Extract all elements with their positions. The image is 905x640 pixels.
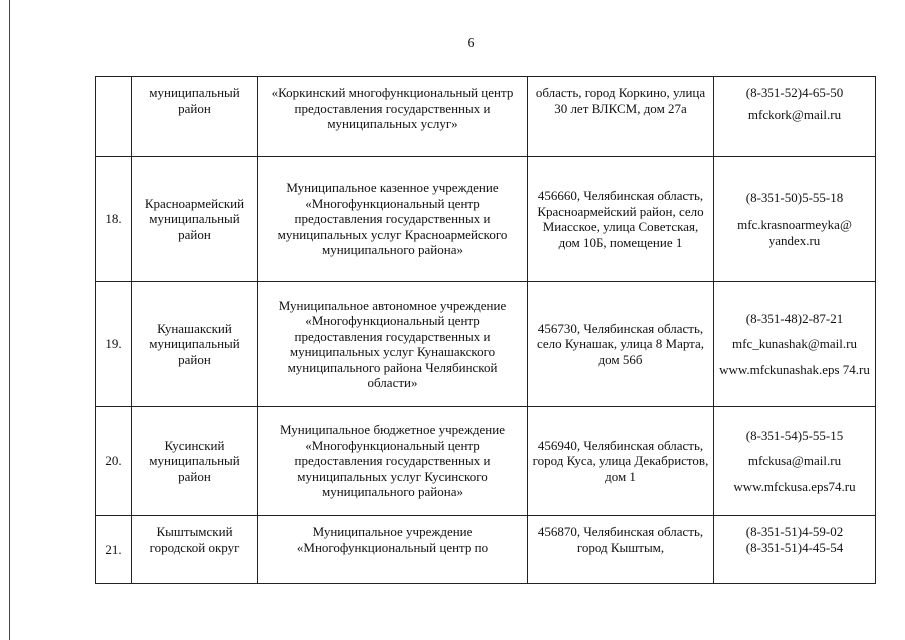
municipality-cell: Красноармейский муниципальный район	[132, 157, 258, 282]
row-number: 18.	[96, 157, 132, 282]
contacts-cell	[714, 516, 876, 584]
email-address: mfc_kunashak@mail.ru	[732, 336, 857, 352]
organization-cell: Муниципальное бюджетное учреждение «Многофункциональный центр предоставления государственных и муниципальных услуг Кусинского муниципального района»	[258, 407, 528, 516]
mfc-registry-table	[95, 76, 876, 584]
contacts-cell	[714, 282, 876, 407]
page-number: 6	[467, 36, 475, 51]
address-cell: 456730, Челябинская область, село Кунашак, улица 8 Марта, дом 56б	[528, 282, 714, 407]
address-cell: 456660, Челябинская область, Красноармейский район, село Миасское, улица Советская, дом 10Б, помещение 1	[528, 157, 714, 282]
organization-cell: Муниципальное учреждение «Многофункциональный центр по	[258, 516, 528, 584]
municipality-cell: Кусинский муниципальный район	[132, 407, 258, 516]
phone-number: (8-351-50)5-55-18	[745, 189, 844, 205]
address-cell: 456870, Челябинская область, город Кыштым,	[528, 516, 714, 584]
organization-cell: Муниципальное автономное учреждение «Многофункциональный центр предоставления государственных и муниципальных услуг Кунашакского муниципального района Челябинской области»	[258, 282, 528, 407]
phone-number: (8-351-48)2-87-21	[745, 310, 844, 326]
contacts-cell	[714, 157, 876, 282]
row-number	[96, 77, 132, 157]
email-address: mfckork@mail.ru	[747, 106, 842, 122]
municipality-cell: Кыштымский городской округ	[132, 516, 258, 584]
table-row	[96, 516, 876, 584]
email-address: mfc.krasnoarmeyka@ yandex.ru	[737, 217, 852, 248]
website-address: www.mfckunashak.eps 74.ru	[719, 361, 870, 377]
row-number: 21.	[96, 516, 132, 584]
table-row	[96, 282, 876, 407]
contacts-cell	[714, 77, 876, 157]
row-number: 19.	[96, 282, 132, 407]
page-left-edge-rule	[9, 0, 10, 640]
website-address: www.mfckusa.eps74.ru	[733, 478, 856, 494]
table-row	[96, 157, 876, 282]
row-number: 20.	[96, 407, 132, 516]
email-address: mfckusa@mail.ru	[747, 453, 842, 469]
organization-cell: Муниципальное казенное учреждение «Многофункциональный центр предоставления государственных и муниципальных услуг Красноармейского муниципального района»	[258, 157, 528, 282]
municipality-cell: муниципальный район	[132, 77, 258, 157]
table-row	[96, 407, 876, 516]
phone-number: (8-351-51)4-45-54	[745, 539, 844, 555]
organization-cell: «Коркинский многофункциональный центр предоставления государственных и муниципальных услуг»	[258, 77, 528, 157]
table-row	[96, 77, 876, 157]
address-cell: область, город Коркино, улица 30 лет ВЛКСМ, дом 27а	[528, 77, 714, 157]
address-cell: 456940, Челябинская область, город Куса, улица Декабристов, дом 1	[528, 407, 714, 516]
phone-number: (8-351-52)4-65-50	[745, 85, 844, 100]
phone-number: (8-351-54)5-55-15	[745, 427, 844, 443]
municipality-cell: Кунашакский муниципальный район	[132, 282, 258, 407]
phone-number: (8-351-51)4-59-02	[745, 524, 844, 539]
contacts-cell	[714, 407, 876, 516]
